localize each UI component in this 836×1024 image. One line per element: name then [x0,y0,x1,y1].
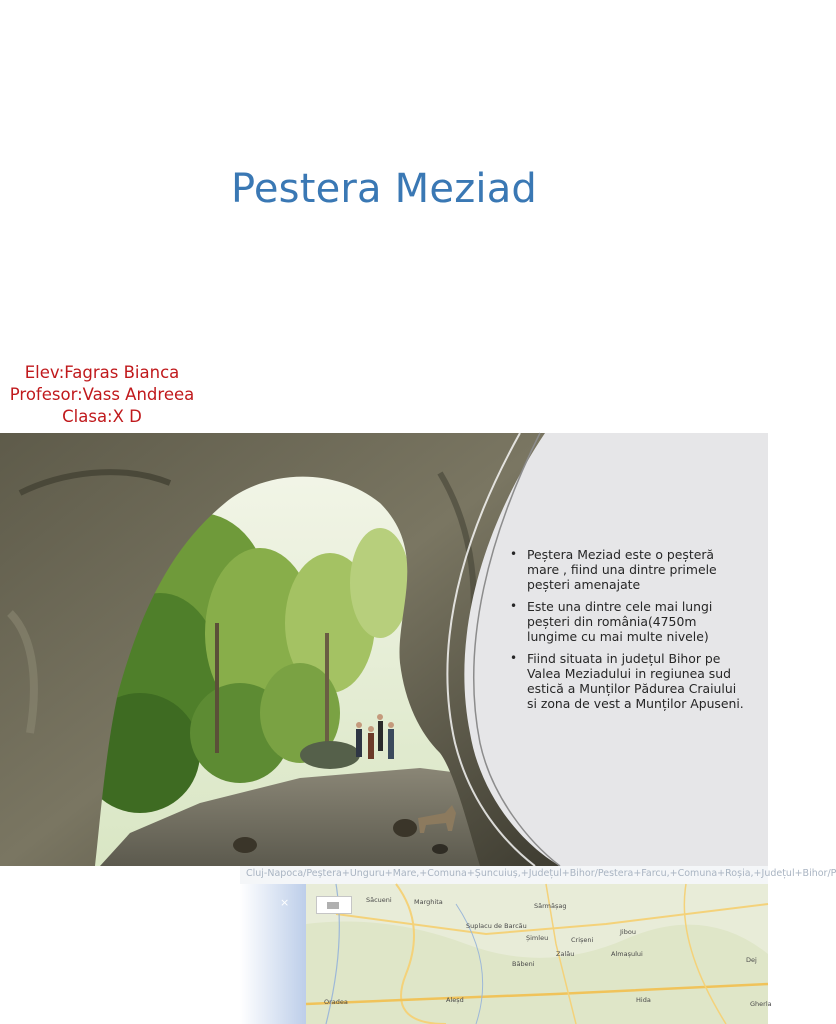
map-label: Oradea [324,998,348,1006]
layers-icon [327,902,339,909]
map-label: Gherla [750,1000,772,1008]
credits-block [0,362,204,428]
map-side-panel [240,884,310,1024]
map-label: Almașului [611,950,643,958]
map-screenshot [0,866,836,1024]
teacher-name: Profesor:Vass Andreea [9,385,195,404]
bullet-list [505,547,745,718]
student-name: Elev:Fagras Bianca [24,363,180,382]
map-layer-toggle[interactable] [316,896,352,914]
slide-title: Pestera Meziad [230,166,538,212]
map-label: Șimleu [526,934,549,942]
address-bar[interactable] [240,866,836,884]
map-canvas[interactable] [306,884,772,1024]
map-label: Zalău [556,950,575,958]
map-label: Săcueni [366,896,392,904]
map-label: Marghita [414,898,443,906]
map-label: Sărmășag [534,902,567,910]
class-name: Clasa:X D [62,407,142,426]
map-label: Suplacu de Barcău [466,922,527,930]
map-label: Crișeni [571,936,594,944]
cave-slide [0,433,768,866]
map-label: Dej [746,956,757,964]
map-label: Băbeni [512,960,535,968]
bullet-item: • Fiind situata in județul Bihor pe Valea Meziadului in regiunea sud estică a Munților Pădurea Craiului si zona de vest a Munților Apuseni. [505,651,745,711]
url-text: Cluj-Napoca/Peștera+Unguru+Mare,+Comuna+Șuncuiuș,+Județul+Bihor/Pestera+Farcu,+Comuna+Roșia,+Județul+Bihor/P [246,868,836,879]
map-label: Jibou [620,928,636,936]
bullet-item: • Peștera Meziad este o peșteră mare , fiind una dintre primele peșteri amenajate [505,547,745,592]
map-label: Aleșd [446,996,464,1004]
map-label: Hida [636,996,651,1004]
bullet-item: • Este una dintre cele mai lungi peșteri din românia(4750m lungime cu mai multe nivele) [505,599,745,644]
close-icon[interactable]: × [280,896,290,909]
